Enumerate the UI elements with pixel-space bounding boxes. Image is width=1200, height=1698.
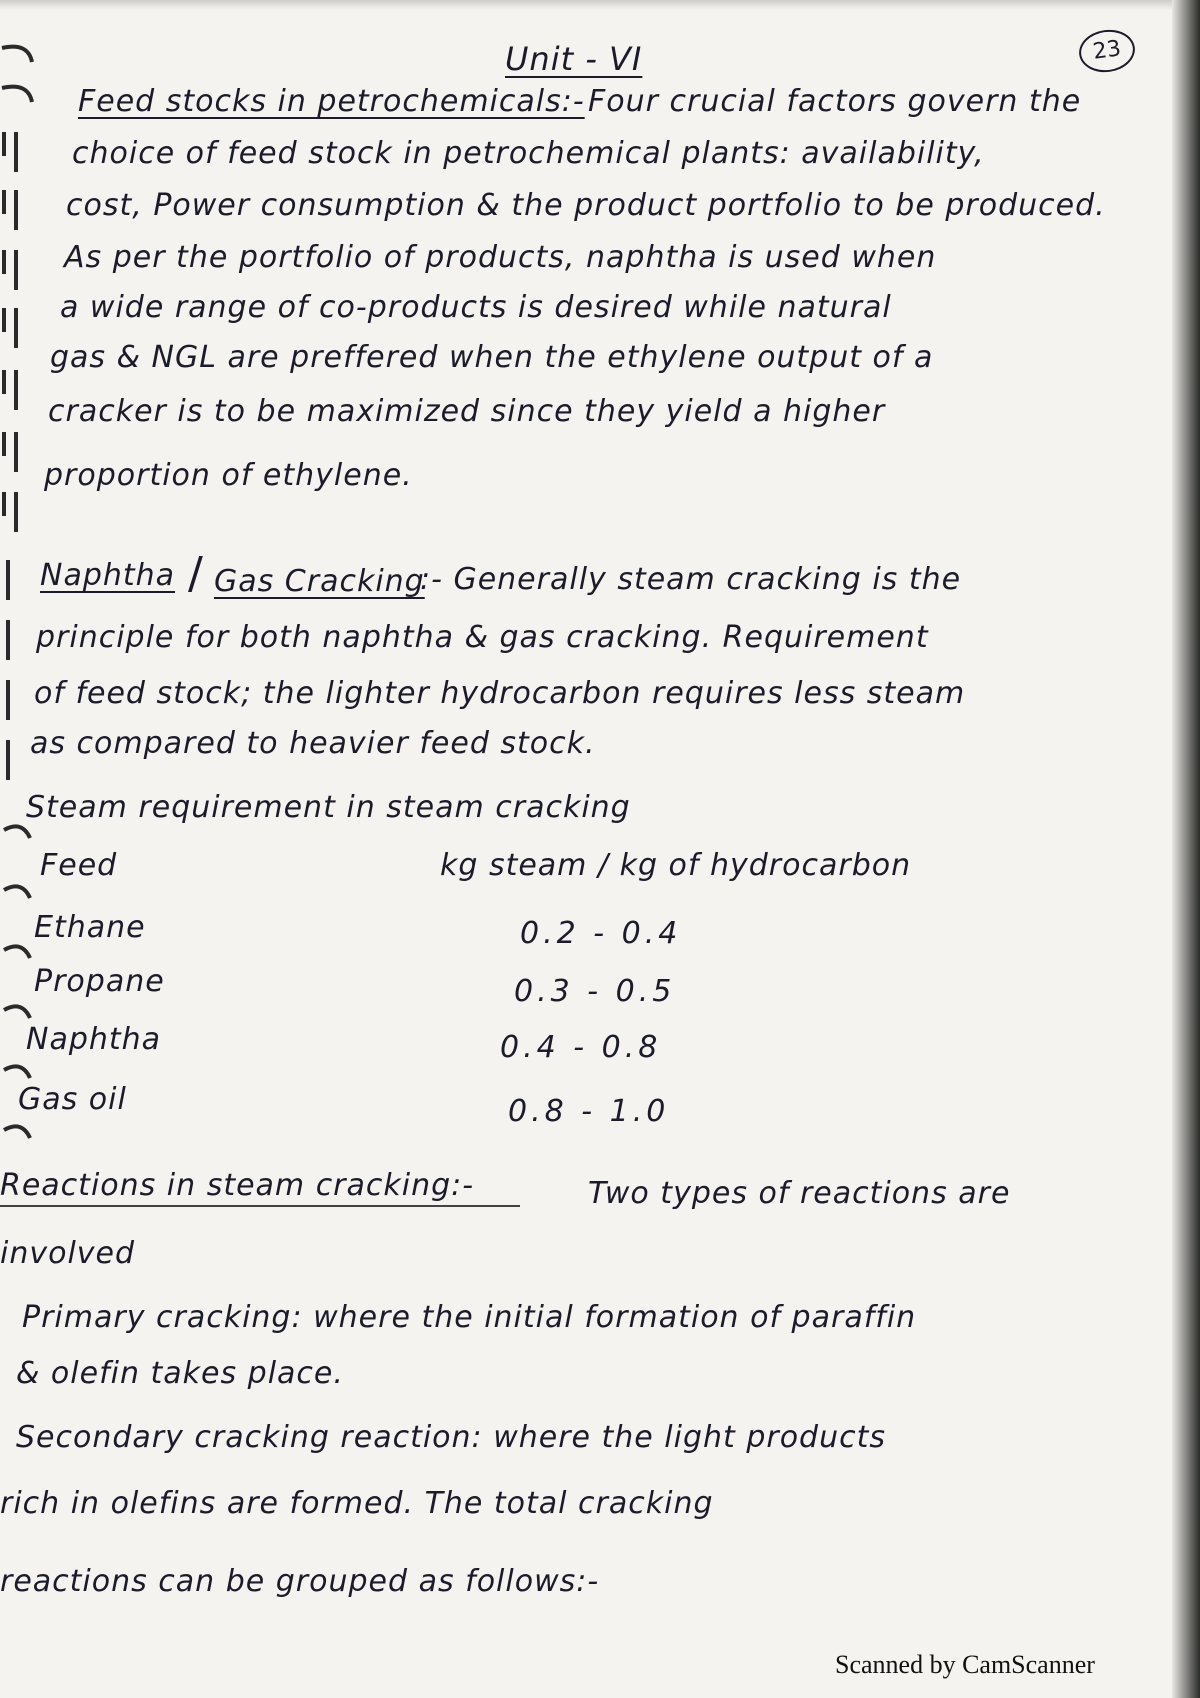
paragraph-line: involved [0, 1236, 136, 1271]
table-caption: Steam requirement in steam cracking [26, 790, 631, 825]
naphtha-heading: Naphtha [40, 558, 176, 593]
paragraph-line: principle for both naphtha & gas cracking. Requirement [36, 620, 929, 655]
paragraph-line: proportion of ethylene. [44, 458, 413, 493]
feedstocks-heading: Feed stocks in petrochemicals:- [78, 84, 585, 119]
paragraph-line: :- Generally steam cracking is the [420, 562, 962, 597]
steam-range: 0.8 - 1.0 [508, 1094, 670, 1129]
paragraph-line: As per the portfolio of products, naphtha is used when [64, 240, 937, 275]
gas-cracking-heading: Gas Cracking [214, 564, 425, 599]
page-top-edge [0, 0, 1200, 10]
feed-name: Naphtha [26, 1022, 162, 1057]
paragraph-line: rich in olefins are formed. The total cracking [0, 1486, 714, 1521]
feed-name: Ethane [34, 910, 146, 945]
unit-title: Unit - VI [505, 40, 643, 78]
paragraph-line: Secondary cracking reaction: where the light products [16, 1420, 887, 1455]
page-right-edge [1172, 0, 1200, 1698]
paragraph-line: reactions can be grouped as follows:- [0, 1564, 600, 1599]
paragraph-line: Primary cracking: where the initial formation of paraffin [22, 1300, 917, 1335]
paragraph-line: as compared to heavier feed stock. [30, 726, 596, 761]
table-header-feed: Feed [40, 848, 118, 883]
reactions-heading: Reactions in steam cracking:- [0, 1168, 475, 1203]
steam-range: 0.4 - 0.8 [500, 1030, 662, 1065]
paragraph-line: a wide range of co-products is desired while natural [60, 290, 892, 325]
paragraph-line: of feed stock; the lighter hydrocarbon requires less steam [34, 676, 966, 711]
table-header-ratio: kg steam / kg of hydrocarbon [440, 848, 912, 883]
heading-underline [0, 1205, 520, 1207]
steam-range: 0.3 - 0.5 [514, 974, 676, 1009]
paragraph-line: Four crucial factors govern the [588, 84, 1082, 119]
paragraph-line: cracker is to be maximized since they yield a higher [48, 394, 886, 429]
feed-name: Gas oil [18, 1082, 127, 1117]
scanner-watermark: Scanned by CamScanner [835, 1650, 1095, 1679]
paragraph-line: choice of feed stock in petrochemical plants: availability, [72, 136, 985, 171]
paragraph-line: Two types of reactions are [588, 1176, 1011, 1211]
paragraph-line: & olefin takes place. [16, 1356, 344, 1391]
feed-name: Propane [34, 964, 165, 999]
page-number: 23 [1076, 26, 1137, 75]
paragraph-line: gas & NGL are preffered when the ethylene output of a [50, 340, 934, 375]
slash-divider: / [188, 548, 204, 599]
paragraph-line: cost, Power consumption & the product portfolio to be produced. [66, 188, 1106, 223]
steam-range: 0.2 - 0.4 [520, 916, 682, 951]
